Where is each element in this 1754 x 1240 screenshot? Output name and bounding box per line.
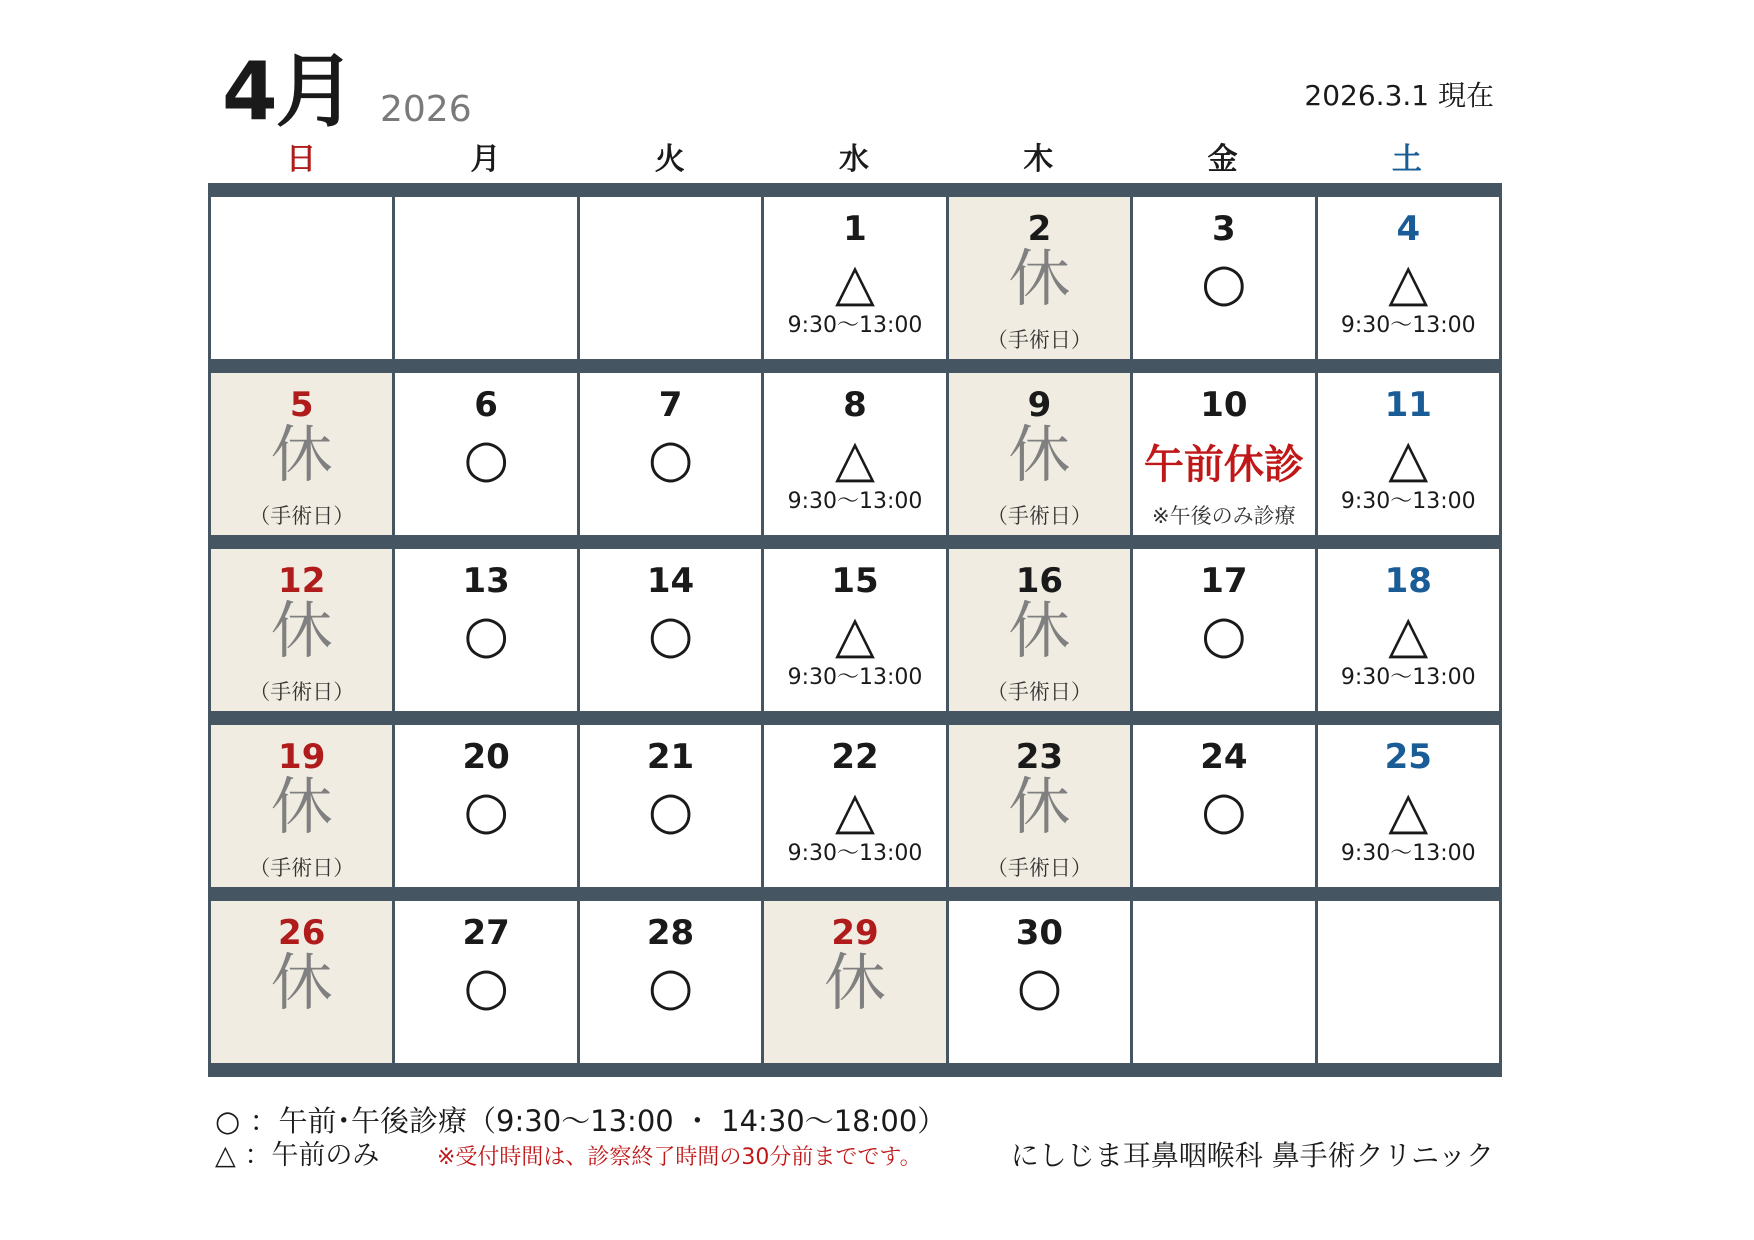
clinic-name: にしじま耳鼻咽喉科 鼻手術クリニック: [1010, 1139, 1494, 1172]
day-number: 21: [646, 737, 695, 777]
weekday-tue: 火: [654, 142, 685, 177]
closed-mark: 休: [270, 418, 333, 491]
day-cell-7: [580, 373, 761, 535]
closed-mark: 休: [1008, 770, 1071, 843]
day-number: 10: [1200, 385, 1248, 425]
cell-note: （手術日）: [986, 856, 1092, 880]
day-number: 11: [1384, 385, 1432, 425]
day-cell-12: [211, 549, 392, 711]
day-number: 6: [474, 385, 498, 425]
hours-text: 9:30～13:00: [1340, 665, 1476, 690]
hours-text: 9:30～13:00: [1340, 313, 1476, 338]
closed-mark: 休: [270, 946, 333, 1019]
weekday-wed: 水: [838, 142, 869, 177]
day-cell-6: [395, 373, 576, 535]
day-cell-14: [580, 549, 761, 711]
hours-text: 9:30～13:00: [787, 489, 923, 514]
hours-text: 9:30～13:00: [1340, 489, 1476, 514]
day-number: 28: [646, 913, 695, 953]
day-number: 23: [1015, 737, 1064, 777]
morning-only-mark: △: [1388, 781, 1429, 841]
cell-note: （手術日）: [986, 504, 1092, 528]
day-cell-2: [949, 197, 1130, 359]
hours-text: 9:30～13:00: [787, 841, 923, 866]
closed-mark: 休: [1008, 242, 1071, 315]
hours-text: 9:30～13:00: [1340, 841, 1476, 866]
day-cell-26: [211, 901, 392, 1063]
day-number: 27: [462, 913, 510, 953]
full-day-mark: ○: [647, 605, 694, 665]
day-cell-18: [1318, 549, 1499, 711]
empty-cell: [211, 197, 392, 359]
day-cell-10: [1133, 373, 1314, 535]
day-number: 4: [1396, 209, 1421, 249]
day-cell-3: [1133, 197, 1314, 359]
cell-note: （手術日）: [986, 680, 1092, 704]
empty-cell: [580, 197, 761, 359]
day-cell-9: [949, 373, 1130, 535]
weekday-sat: 土: [1391, 142, 1422, 177]
day-cell-1: [764, 197, 945, 359]
day-number: 24: [1200, 737, 1248, 777]
day-cell-13: [395, 549, 576, 711]
day-number: 1: [843, 209, 867, 249]
full-day-mark: ○: [463, 957, 509, 1017]
legend-full-day: ○ ：午前･午後診療（9:30～13:00 ・ 14:30～18:00）: [215, 1104, 947, 1138]
day-number: 26: [278, 913, 326, 953]
day-number: 22: [831, 737, 879, 777]
full-day-mark: ○: [1201, 605, 1247, 665]
day-cell-23: [949, 725, 1130, 887]
day-cell-15: [764, 549, 945, 711]
day-cell-4: [1318, 197, 1499, 359]
weekday-mon: 月: [470, 142, 501, 177]
day-cell-27: [395, 901, 576, 1063]
closed-mark: 休: [823, 946, 886, 1019]
month-title: 4月: [222, 45, 354, 138]
day-number: 3: [1212, 209, 1236, 249]
day-number: 17: [1200, 561, 1248, 601]
day-cell-19: [211, 725, 392, 887]
day-cell-29: [764, 901, 945, 1063]
full-day-mark: ○: [647, 957, 694, 1017]
day-cell-30: [949, 901, 1130, 1063]
cell-note: （手術日）: [249, 504, 355, 528]
closed-mark: 休: [1008, 418, 1071, 491]
morning-only-mark: △: [834, 253, 875, 313]
day-cell-5: [211, 373, 392, 535]
full-day-mark: ○: [647, 781, 694, 841]
day-number: 13: [462, 561, 510, 601]
day-number: 8: [843, 385, 867, 425]
day-number: 15: [831, 561, 879, 601]
morning-only-mark: △: [834, 605, 875, 665]
calendar-grid: [208, 183, 1502, 1077]
day-cell-11: [1318, 373, 1499, 535]
day-cell-17: [1133, 549, 1314, 711]
day-cell-20: [395, 725, 576, 887]
day-cell-8: [764, 373, 945, 535]
empty-cell: [1318, 901, 1499, 1063]
day-number: 19: [278, 737, 326, 777]
weekday-header: [209, 142, 1499, 178]
day-number: 18: [1384, 561, 1432, 601]
full-day-mark: ○: [463, 605, 509, 665]
empty-cell: [1133, 901, 1314, 1063]
day-number: 7: [658, 385, 683, 425]
day-number: 14: [646, 561, 695, 601]
reception-notice: ※受付時間は、診察終了時間の30分前までです。: [437, 1145, 922, 1170]
day-cell-28: [580, 901, 761, 1063]
day-number: 16: [1015, 561, 1064, 601]
morning-only-mark: △: [1388, 605, 1429, 665]
cell-note: （手術日）: [986, 328, 1092, 352]
full-day-mark: ○: [1201, 253, 1247, 313]
weekday-thu: 木: [1023, 142, 1054, 177]
full-day-mark: ○: [463, 781, 509, 841]
day-cell-16: [949, 549, 1130, 711]
full-day-mark: ○: [1201, 781, 1247, 841]
day-number: 29: [831, 913, 879, 953]
morning-only-mark: △: [1388, 429, 1429, 489]
day-number: 2: [1027, 209, 1052, 249]
morning-only-mark: △: [834, 429, 875, 489]
day-number: 5: [289, 385, 314, 425]
day-cell-22: [764, 725, 945, 887]
hours-text: 9:30～13:00: [787, 313, 923, 338]
day-cell-21: [580, 725, 761, 887]
full-day-mark: ○: [463, 429, 509, 489]
closed-mark: 休: [1008, 594, 1071, 667]
day-cell-24: [1133, 725, 1314, 887]
cell-note: （手術日）: [249, 680, 355, 704]
closed-mark: 休: [270, 594, 333, 667]
day-number: 12: [278, 561, 326, 601]
year-label: 2026: [380, 89, 472, 130]
full-day-mark: ○: [1016, 957, 1063, 1017]
as-of-date: 2026.3.1 現在: [1304, 79, 1494, 112]
full-day-mark: ○: [647, 429, 694, 489]
weekday-sun: 日: [286, 142, 317, 177]
hours-text: 9:30～13:00: [787, 665, 923, 690]
day-cell-25: [1318, 725, 1499, 887]
morning-only-mark: △: [1388, 253, 1429, 313]
morning-only-mark: △: [834, 781, 875, 841]
cell-note: （手術日）: [249, 856, 355, 880]
day-number: 20: [462, 737, 510, 777]
closed-mark: 休: [270, 770, 333, 843]
day-number: 25: [1384, 737, 1432, 777]
day-number: 9: [1027, 385, 1052, 425]
weekday-fri: 金: [1207, 142, 1238, 177]
empty-cell: [395, 197, 576, 359]
morning-closed-mark: 午前休診: [1143, 442, 1304, 488]
cell-note: ※午後のみ診療: [1152, 504, 1296, 528]
legend-morning-only: △ ：午前のみ: [215, 1140, 380, 1171]
day-number: 30: [1015, 913, 1064, 953]
